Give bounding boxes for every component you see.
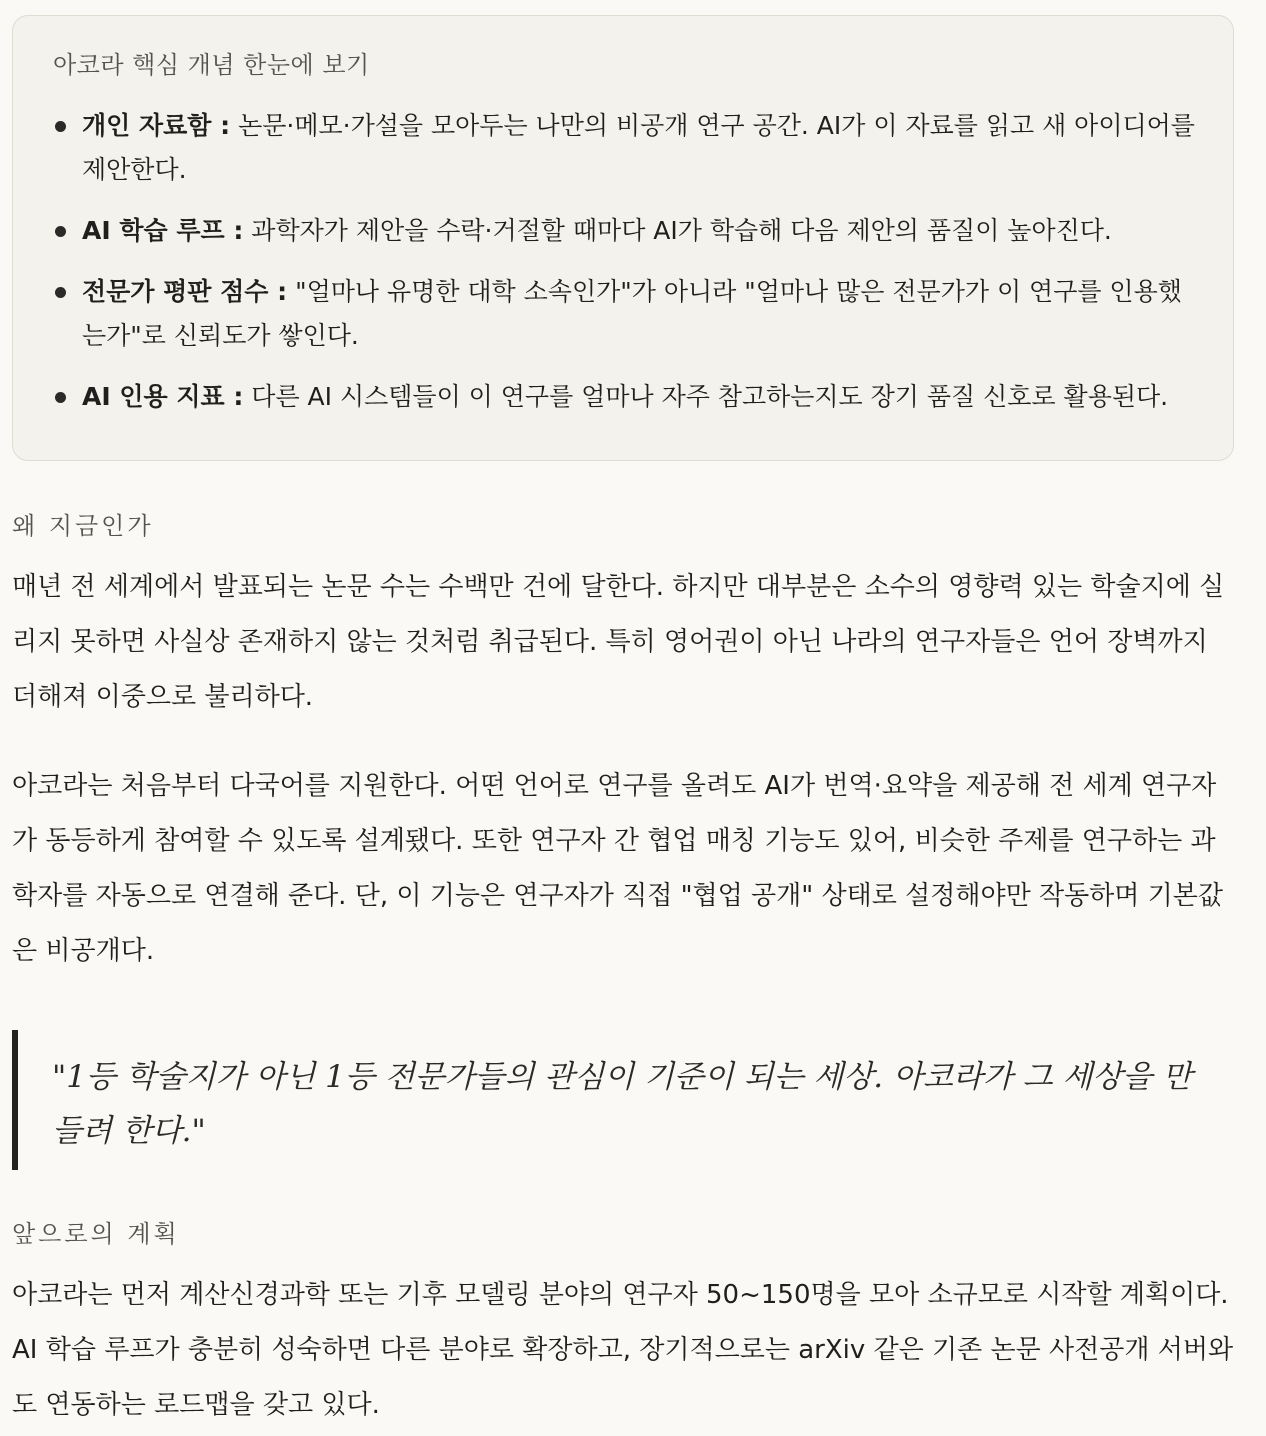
concept-description: 과학자가 제안을 수락·거절할 때마다 AI가 학습해 다음 제안의 품질이 높아진다.	[243, 216, 1112, 245]
section-heading-why-now: 왜 지금인가	[12, 512, 154, 540]
concept-term: AI 인용 지표 :	[82, 382, 244, 411]
blockquote	[12, 1030, 1212, 1170]
concept-term: 개인 자료함 :	[82, 111, 231, 140]
concept-item-ai-learning-loop	[53, 209, 1203, 253]
quote-text: "1등 학술지가 아닌 1등 전문가들의 관심이 기준이 되는 세상. 아코라가 그 세상을 만들려 한다."	[52, 1059, 1193, 1149]
concept-item-private-library	[53, 104, 1203, 192]
concept-item-ai-citation-index	[53, 375, 1203, 419]
summary-title: 아코라 핵심 개념 한눈에 보기	[53, 51, 370, 79]
concept-list	[53, 104, 1203, 436]
concept-term: 전문가 평판 점수 :	[82, 277, 288, 306]
concept-term: AI 학습 루프 :	[82, 216, 244, 245]
concept-description: "얼마나 유명한 대학 소속인가"가 아니라 "얼마나 많은 전문가가 이 연구를 인용했는가"로 신뢰도가 쌓인다.	[82, 277, 1182, 350]
paragraph-plans: 아코라는 먼저 계산신경과학 또는 기후 모델링 분야의 연구자 50~150명을 모아 소규모로 시작할 계획이다. AI 학습 루프가 충분히 성숙하면 다른 분야로 확장하고, 장기적으로는 arXiv 같은 기존 논문 사전공개 서버와도 연동하는 로드맵을 갖고 있다.	[12, 1280, 1234, 1420]
paragraph-why-now-2: 아코라는 처음부터 다국어를 지원한다. 어떤 언어로 연구를 올려도 AI가 번역·요약을 제공해 전 세계 연구자가 동등하게 참여할 수 있도록 설계됐다. 또한 연구자 간 협업 매칭 기능도 있어, 비슷한 주제를 연구하는 과학자를 자동으로 연결해 준다. 단, 이 기능은 연구자가 직접 "협업 공개" 상태로 설정해야만 작동하며 기본값은 비공개다.	[12, 771, 1224, 966]
summary-box	[12, 15, 1234, 461]
concept-item-expert-reputation	[53, 270, 1203, 358]
concept-description: 다른 AI 시스템들이 이 연구를 얼마나 자주 참고하는지도 장기 품질 신호로 활용된다.	[243, 382, 1169, 411]
paragraph-why-now-1: 매년 전 세계에서 발표되는 논문 수는 수백만 건에 달한다. 하지만 대부분은 소수의 영향력 있는 학술지에 실리지 못하면 사실상 존재하지 않는 것처럼 취급된다. 특히 영어권이 아닌 나라의 연구자들은 언어 장벽까지 더해져 이중으로 불리하다.	[12, 572, 1225, 712]
concept-description: 논문·메모·가설을 모아두는 나만의 비공개 연구 공간. AI가 이 자료를 읽고 새 아이디어를 제안한다.	[82, 111, 1195, 184]
section-heading-plans: 앞으로의 계획	[12, 1220, 180, 1248]
